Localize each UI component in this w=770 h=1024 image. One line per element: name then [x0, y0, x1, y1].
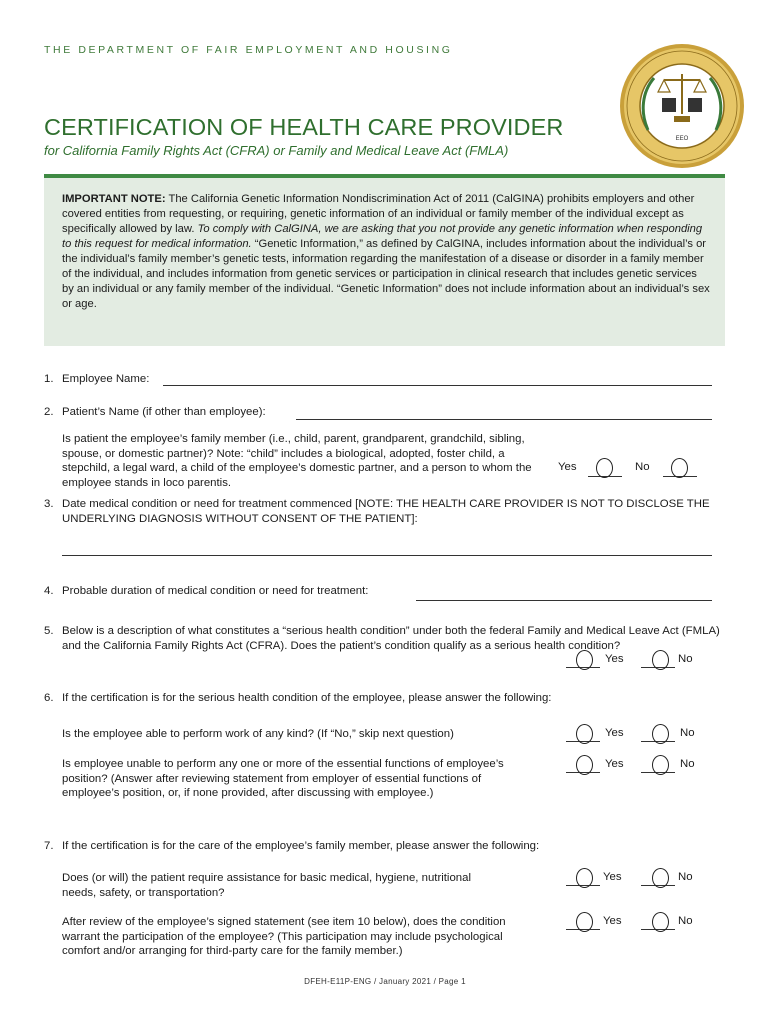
- q7-label: If the certification is for the care of the employee’s family member, please answer the following:: [62, 840, 540, 852]
- q7a-no-radio[interactable]: [652, 868, 669, 888]
- dfeh-seal-logo: [618, 42, 746, 170]
- q5-number: 5.: [44, 625, 54, 637]
- q6b-no-radio[interactable]: [652, 755, 669, 775]
- q2-yes-label: Yes: [558, 461, 577, 473]
- q3-label: Date medical condition or need for treatment commenced [NOTE: THE HEALTH CARE PROVIDER IS NOT TO DISCLOSE THE UNDERLYING DIAGNOSIS WITHOUT CONSENT OF THE PATIENT]:: [62, 498, 710, 525]
- q6b-yes-label: Yes: [605, 758, 624, 770]
- note-body-1: The California Genetic Information Nondiscrimination Act of 2011 (CalGINA) prohibits employers and other covered entities from requesting, or requiring, genetic information of an individual or family member of the individual except as specifically allowed by law.: [62, 193, 695, 235]
- q7a-yes-radio[interactable]: [576, 868, 593, 888]
- q5-yes-radio[interactable]: [576, 650, 593, 670]
- important-note-text: [62, 192, 710, 312]
- q7b-yes-label: Yes: [603, 915, 622, 927]
- q5-yes-label: Yes: [605, 653, 624, 665]
- q7b-label: After review of the employee’s signed statement (see item 10 below), does the condition warrant the participation of the employee? (This participation may include psychological comfort and/or arranging for third-party care for the family member.): [62, 916, 506, 957]
- q2-no-radio[interactable]: [671, 458, 688, 478]
- q7a-no-label: No: [678, 871, 693, 883]
- q7a-yes-label: Yes: [603, 871, 622, 883]
- q2-no-label: No: [635, 461, 650, 473]
- svg-text:EEO: EEO: [675, 136, 689, 142]
- q7a-label: Does (or will) the patient require assistance for basic medical, hygiene, nutritional needs, safety, or transportation?: [62, 872, 471, 899]
- page-footer: DFEH-E11P-ENG / January 2021 / Page 1: [304, 977, 466, 986]
- q4-number: 4.: [44, 585, 54, 597]
- q6a-label: Is the employee able to perform work of any kind? (If “No,” skip next question): [62, 728, 454, 740]
- probable-duration-field[interactable]: [416, 600, 712, 601]
- date-commenced-field[interactable]: [62, 555, 712, 556]
- note-label: IMPORTANT NOTE:: [62, 193, 166, 205]
- q6b-label: Is employee unable to perform any one or more of the essential functions of employee’s position? (Answer after reviewing statement from employer of essential functions of employee’s position, or, if none provided, after discussing with employee.): [62, 758, 504, 799]
- q6a-yes-label: Yes: [605, 727, 624, 739]
- page-subtitle: for California Family Rights Act (CFRA) or Family and Medical Leave Act (FMLA): [44, 143, 509, 158]
- q6-label: If the certification is for the serious health condition of the employee, please answer the following:: [62, 692, 552, 704]
- q6a-no-radio[interactable]: [652, 724, 669, 744]
- q7b-no-radio[interactable]: [652, 912, 669, 932]
- note-body-2: “Genetic Information,” as defined by CalGINA, includes information about the individual’s or the individual’s family member’s genetic tests, information regarding the manifestation of a disease or disorder in a family member of the individual, and includes information from genetic services or participation in clinical research that includes genetic services by an individual or any family member of the individual. “Genetic Information” does not include information about an individual’s sex or age.: [62, 238, 710, 310]
- q5-no-label: No: [678, 653, 693, 665]
- q7-number: 7.: [44, 840, 54, 852]
- employee-name-field[interactable]: [163, 385, 712, 386]
- q5-no-radio[interactable]: [652, 650, 669, 670]
- q1-label: Employee Name:: [62, 373, 150, 385]
- q1-number: 1.: [44, 373, 54, 385]
- department-name: THE DEPARTMENT OF FAIR EMPLOYMENT AND HOUSING: [44, 44, 453, 56]
- q7b-no-label: No: [678, 915, 693, 927]
- q6a-no-label: No: [680, 727, 695, 739]
- q6-number: 6.: [44, 692, 54, 704]
- q2-number: 2.: [44, 406, 54, 418]
- q6a-yes-radio[interactable]: [576, 724, 593, 744]
- q6b-yes-radio[interactable]: [576, 755, 593, 775]
- q3-number: 3.: [44, 498, 54, 510]
- patient-name-field[interactable]: [296, 419, 712, 420]
- q2-family-member-question: Is patient the employee’s family member (i.e., child, parent, grandparent, grandchild, sibling, spouse, or domestic partner)? Note: “child” includes a biological, adopted, foster child, a stepchild, a legal ward, a child of the employee’s domestic partner, and a person to whom the employee stands in loco parentis.: [62, 433, 532, 489]
- q2-yes-radio[interactable]: [596, 458, 613, 478]
- q7b-yes-radio[interactable]: [576, 912, 593, 932]
- q5-label: Below is a description of what constitutes a “serious health condition” under both the federal Family and Medical Leave Act (FMLA) and the California Family Rights Act (CFRA). Does the patient’s condition qualify as a serious health condition?: [62, 625, 720, 652]
- q4-label: Probable duration of medical condition or need for treatment:: [62, 585, 369, 597]
- q6b-no-label: No: [680, 758, 695, 770]
- q2-label: Patient’s Name (if other than employee):: [62, 406, 266, 418]
- page-title: CERTIFICATION OF HEALTH CARE PROVIDER: [44, 114, 564, 140]
- note-italic: To comply with CalGINA, we are asking that you not provide any genetic information when responding to this request for medical information.: [62, 223, 703, 250]
